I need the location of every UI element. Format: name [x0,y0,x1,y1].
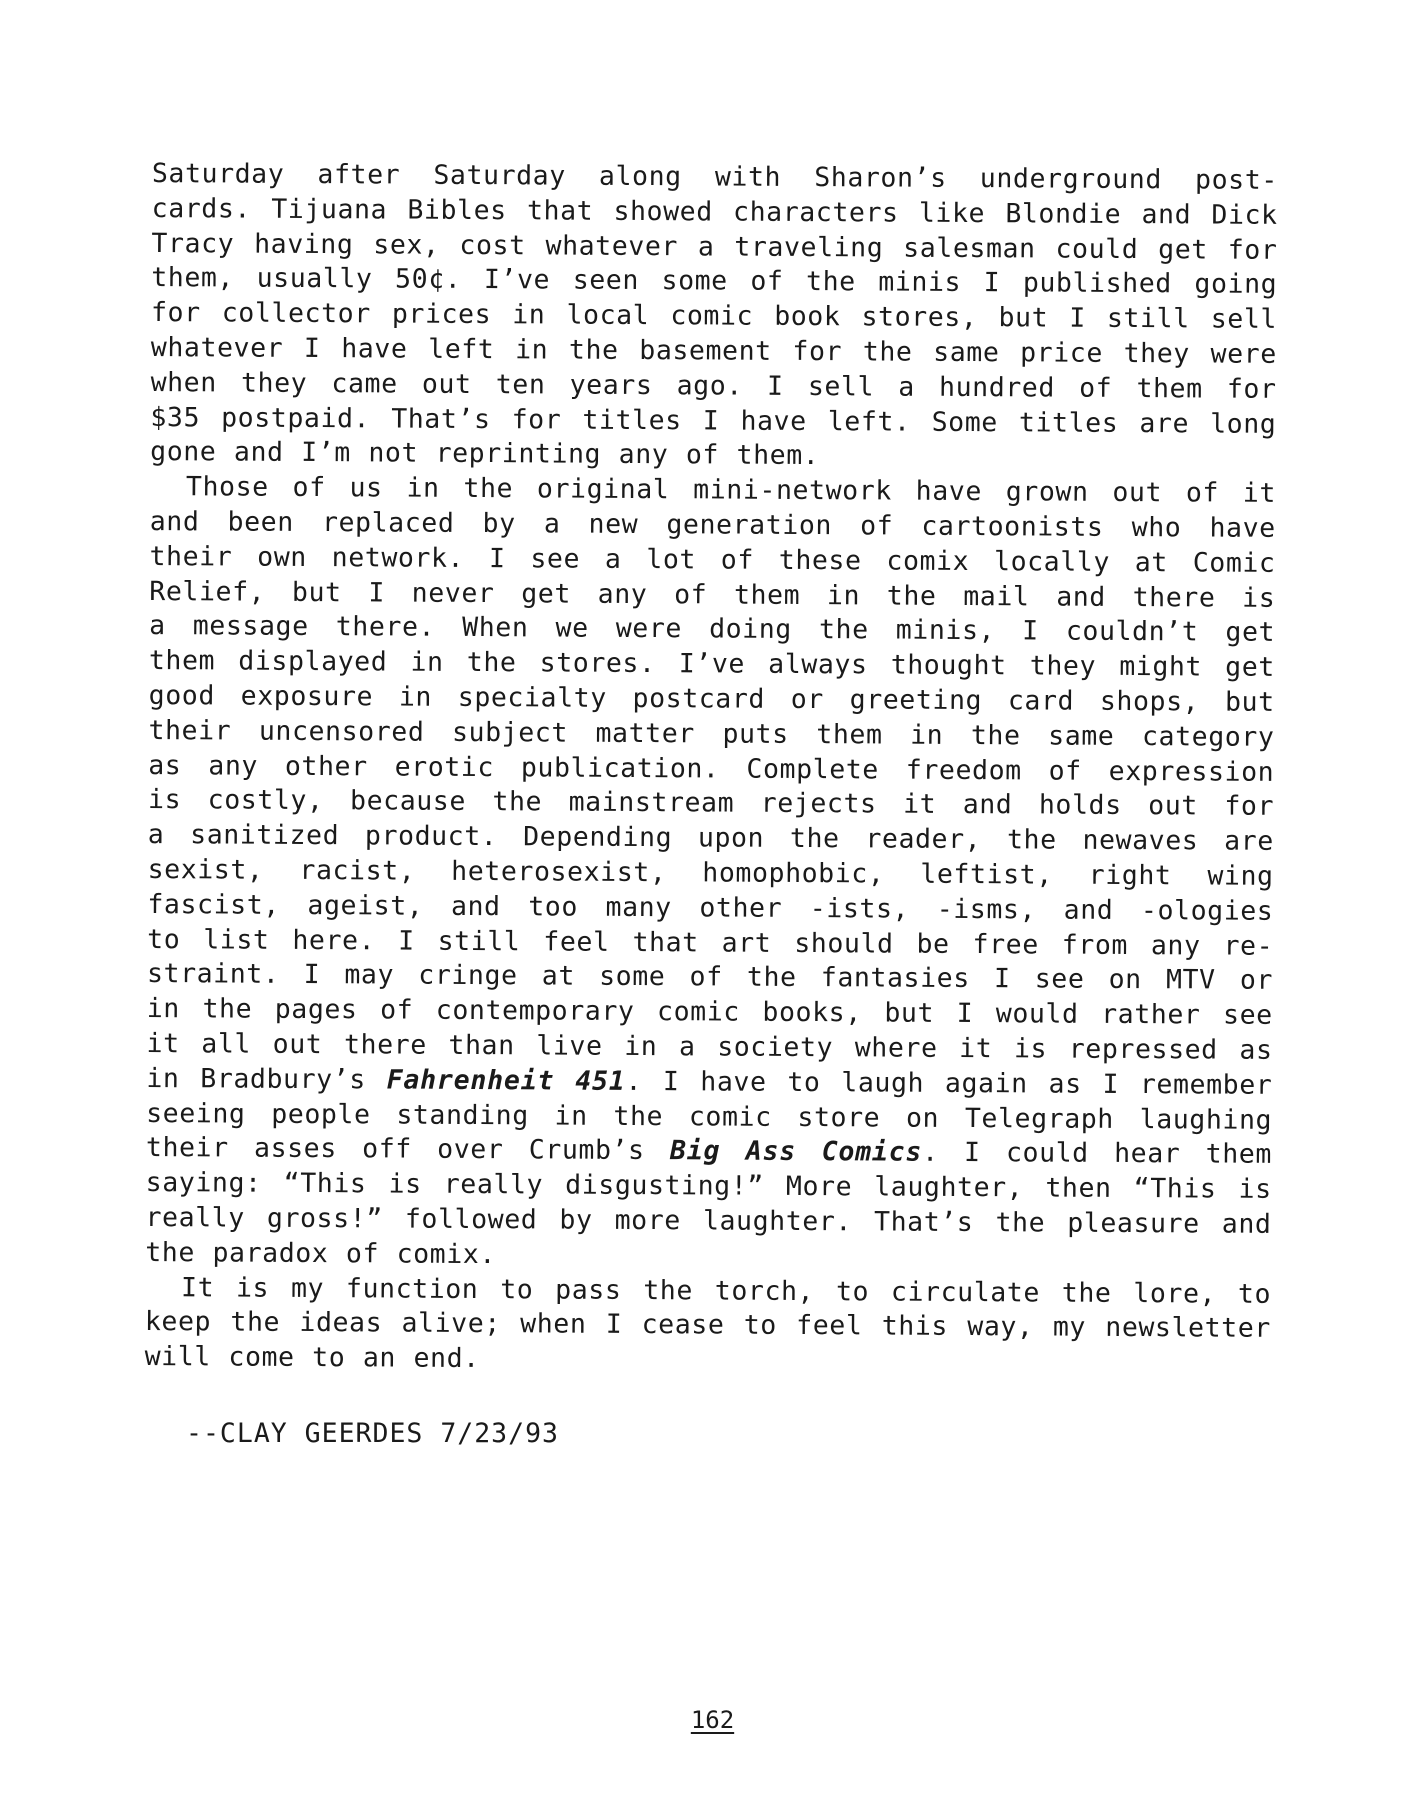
text-line: their uncensored subject matter puts them in the same category [148,714,1275,753]
text-line: saying: “This is really disgusting!” More laughter, then “This is [145,1167,1272,1205]
text-line: for collector prices in local comic book stores, but I still sell [150,297,1278,336]
text-segment: . I could hear them [922,1137,1273,1171]
text-line: Tracy having sex, cost whatever a traveling salesman could get for [151,227,1278,266]
paragraph-1 [150,157,1278,477]
text-segment: in Bradbury’s [146,1062,387,1096]
text-line: really gross!” followed by more laughter. That’s the pleasure and [145,1201,1272,1240]
text-line: good exposure in specialty postcard or greeting card shops, but [148,679,1275,718]
book-title-fahrenheit: Fahrenheit 451 [386,1064,626,1097]
text-line: will come to an end. [144,1341,480,1375]
text-line: cards. Tijuana Bibles that showed characters like Blondie and Dick [151,192,1278,231]
text-line: when they came out ten years ago. I sell a hundred of them for [150,366,1277,405]
page-number [0,1706,1425,1734]
text-line: them, usually 50¢. I’ve seen some of the minis I published going [151,262,1278,301]
text-line: whatever I have left in the basement for the same price they were [150,331,1277,370]
text-line: Those of us in the original mini-network have grown out of it [185,471,1277,510]
text-line: in the pages of contemporary comic books, but I would rather see [146,993,1273,1031]
body-text [145,157,1278,1382]
text-line: their own network. I see a lot of these comix locally at Comic [149,540,1276,579]
text-line: fascist, ageist, and too many other -ists, -isms, and -ologies [147,888,1274,927]
text-line: them displayed in the stores. I’ve always thought they might get [148,645,1275,684]
text-line: It is my function to pass the torch, to circulate the lore, to [181,1271,1272,1310]
text-line: it all out there than live in a society where it is repressed as [146,1027,1273,1066]
text-line: is costly, because the mainstream rejects it and holds out for [147,784,1275,823]
text-segment: their asses off over Crumb’s [145,1132,671,1167]
text-line: Relief, but I never get any of them in the mail and there is [149,575,1276,614]
text-line: to list here. I still feel that art should be free from any re- [147,923,1274,962]
text-line: Saturday after Saturday along with Sharon’s underground post- [151,157,1278,196]
text-line: $35 postpaid. That’s for titles I have left. Some titles are long [150,401,1277,440]
paragraph-3 [145,1270,1272,1381]
text-segment: . I have to laugh again as I remember [625,1065,1273,1101]
text-line: a message there. When we were doing the minis, I couldn’t get [149,610,1276,649]
text-line: sexist, racist, heterosexist, homophobic, leftist, right wing [147,853,1274,892]
text-line: a sanitized product. Depending upon the reader, the newaves are [147,819,1274,858]
text-line: straint. I may cringe at some of the fantasies I see on MTV or [146,958,1274,997]
text-line: and been replaced by a new generation of cartoonists who have [149,505,1276,544]
comic-title-big-ass-comics: Big Ass Comics [669,1135,923,1169]
paragraph-2 [145,470,1276,1277]
text-line: seeing people standing in the comic store on Telegraph laughing [146,1097,1273,1136]
signature: --CLAY GEERDES 7/23/93 [186,1418,559,1449]
text-line: the paradox of comix. [145,1236,497,1270]
page-number-text: 162 [690,1706,735,1734]
text-line: as any other erotic publication. Complete freedom of expression [148,749,1275,788]
text-line: gone and I’m not reprinting any of them. [150,436,820,472]
text-line: keep the ideas alive; when I cease to feel this way, my newsletter [144,1306,1271,1345]
